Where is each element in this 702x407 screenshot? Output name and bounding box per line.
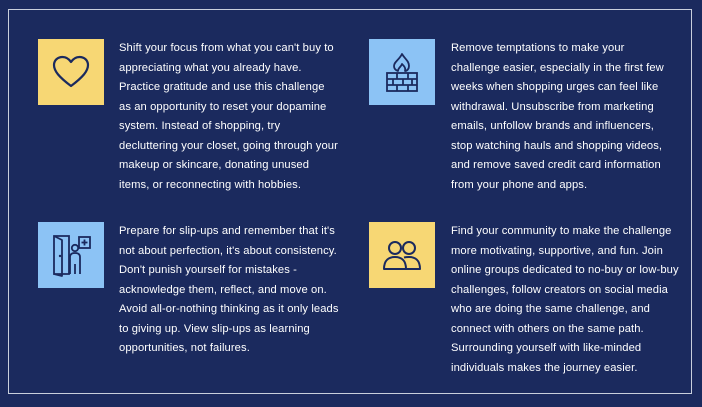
exit-door-icon [38,222,104,288]
tip-text-community: Find your community to make the challenge more motivating, supportive, and fun. Join online groups dedicated to no-buy or low-buy challenges, follow creators on social media who are doing the same challenge, and connect with others on the same path. Surrounding yourself with like-minded individuals makes the journey easier. [451,225,679,374]
tip-text-slip-ups: Prepare for slip-ups and remember that it's not about perfection, it's about consistency. Don't punish yourself for mistakes - acknowledge them, reflect, and move on. Avoid all-or-nothing thinking as it only leads to giving up. View slip-ups as learning opportunities, not failures. [119,225,339,354]
heart-icon [38,39,104,105]
tip-text-temptations: Remove temptations to make your challenge easier, especially in the first few weeks when shopping urges can feel like withdrawal. Unsubscribe from marketing emails, unfollow brands and influencers, stop watching hauls and shopping videos, and remove saved credit card information from your phone and apps. [451,42,664,191]
firewall-icon [369,39,435,105]
tips-panel [8,9,692,394]
tip-text-gratitude: Shift your focus from what you can't buy to appreciating what you already have. Practice gratitude and use this challenge as an opportunity to reset your dopamine system. Instead of shopping, try decluttering your closet, going through your makeup or skincare, donating unused items, or reconnecting with hobbies. [119,42,338,191]
people-icon [369,222,435,288]
